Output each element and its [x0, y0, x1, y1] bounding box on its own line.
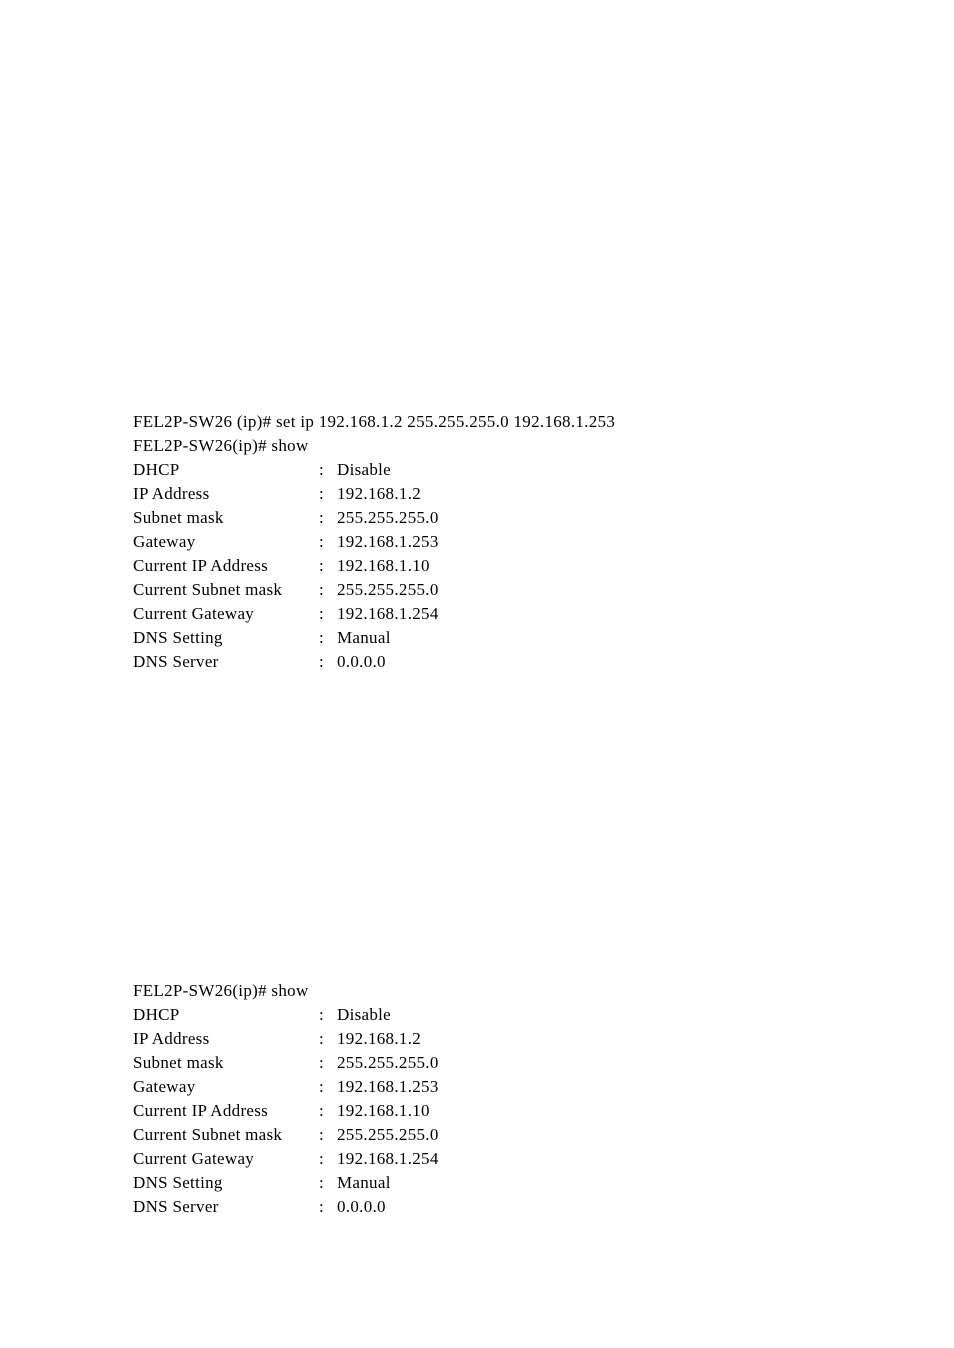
- command-line: FEL2P-SW26 (ip)# set ip 192.168.1.2 255.255.255.0 192.168.1.253: [133, 412, 616, 431]
- setting-label: Current Gateway: [133, 1149, 255, 1168]
- setting-separator: :: [319, 580, 325, 599]
- setting-label: Subnet mask: [133, 508, 224, 527]
- setting-row-gateway: [133, 1075, 439, 1099]
- setting-value: Manual: [337, 1173, 391, 1192]
- setting-separator: :: [319, 508, 325, 527]
- setting-row-dns-server: [133, 650, 615, 674]
- setting-row-current-ip-address: [133, 1099, 439, 1123]
- setting-separator: :: [319, 1005, 325, 1024]
- setting-row-ip-address: [133, 482, 615, 506]
- setting-row-dhcp: [133, 458, 615, 482]
- setting-label: Current Gateway: [133, 604, 255, 623]
- command-line: FEL2P-SW26(ip)# show: [133, 436, 309, 455]
- setting-value: 255.255.255.0: [337, 1053, 439, 1072]
- cli-output-block-1: [133, 410, 615, 674]
- setting-label: DNS Setting: [133, 1173, 223, 1192]
- setting-value: 192.168.1.254: [337, 604, 439, 623]
- setting-row-subnet-mask: [133, 506, 615, 530]
- setting-value: Disable: [337, 1005, 392, 1024]
- setting-label: Gateway: [133, 1077, 196, 1096]
- setting-label: Current IP Address: [133, 556, 269, 575]
- setting-value: 0.0.0.0: [337, 1197, 386, 1216]
- setting-separator: :: [319, 1149, 325, 1168]
- setting-row-gateway: [133, 530, 615, 554]
- setting-label: DHCP: [133, 460, 180, 479]
- setting-separator: :: [319, 460, 325, 479]
- setting-value: Disable: [337, 460, 392, 479]
- setting-value: 192.168.1.254: [337, 1149, 439, 1168]
- setting-value: 255.255.255.0: [337, 580, 439, 599]
- setting-separator: :: [319, 1173, 325, 1192]
- setting-value: 192.168.1.253: [337, 1077, 439, 1096]
- setting-label: Subnet mask: [133, 1053, 224, 1072]
- setting-row-ip-address: [133, 1027, 439, 1051]
- setting-row-dns-setting: [133, 626, 615, 650]
- setting-label: IP Address: [133, 484, 210, 503]
- setting-value: 192.168.1.2: [337, 484, 422, 503]
- setting-value: 192.168.1.10: [337, 1101, 430, 1120]
- setting-value: 255.255.255.0: [337, 1125, 439, 1144]
- command-line: FEL2P-SW26(ip)# show: [133, 981, 309, 1000]
- setting-separator: :: [319, 556, 325, 575]
- setting-separator: :: [319, 1125, 325, 1144]
- setting-label: DNS Server: [133, 1197, 219, 1216]
- setting-separator: :: [319, 1077, 325, 1096]
- setting-label: Current Subnet mask: [133, 1125, 283, 1144]
- setting-label: DNS Server: [133, 652, 219, 671]
- setting-row-current-subnet-mask: [133, 578, 615, 602]
- setting-separator: :: [319, 1029, 325, 1048]
- setting-value: 192.168.1.2: [337, 1029, 422, 1048]
- setting-row-dhcp: [133, 1003, 439, 1027]
- setting-value: Manual: [337, 628, 391, 647]
- setting-separator: :: [319, 1053, 325, 1072]
- setting-separator: :: [319, 652, 325, 671]
- setting-row-current-gateway: [133, 1147, 439, 1171]
- setting-separator: :: [319, 532, 325, 551]
- cli-output-block-2: [133, 979, 439, 1219]
- setting-label: Current IP Address: [133, 1101, 269, 1120]
- setting-label: Gateway: [133, 532, 196, 551]
- setting-value: 192.168.1.253: [337, 532, 439, 551]
- setting-separator: :: [319, 1101, 325, 1120]
- setting-value: 255.255.255.0: [337, 508, 439, 527]
- setting-separator: :: [319, 604, 325, 623]
- setting-separator: :: [319, 484, 325, 503]
- setting-label: IP Address: [133, 1029, 210, 1048]
- setting-row-subnet-mask: [133, 1051, 439, 1075]
- setting-label: Current Subnet mask: [133, 580, 283, 599]
- setting-row-dns-server: [133, 1195, 439, 1219]
- setting-row-current-subnet-mask: [133, 1123, 439, 1147]
- setting-row-current-ip-address: [133, 554, 615, 578]
- setting-separator: :: [319, 628, 325, 647]
- setting-separator: :: [319, 1197, 325, 1216]
- setting-label: DHCP: [133, 1005, 180, 1024]
- setting-value: 192.168.1.10: [337, 556, 430, 575]
- setting-label: DNS Setting: [133, 628, 223, 647]
- setting-value: 0.0.0.0: [337, 652, 386, 671]
- setting-row-dns-setting: [133, 1171, 439, 1195]
- setting-row-current-gateway: [133, 602, 615, 626]
